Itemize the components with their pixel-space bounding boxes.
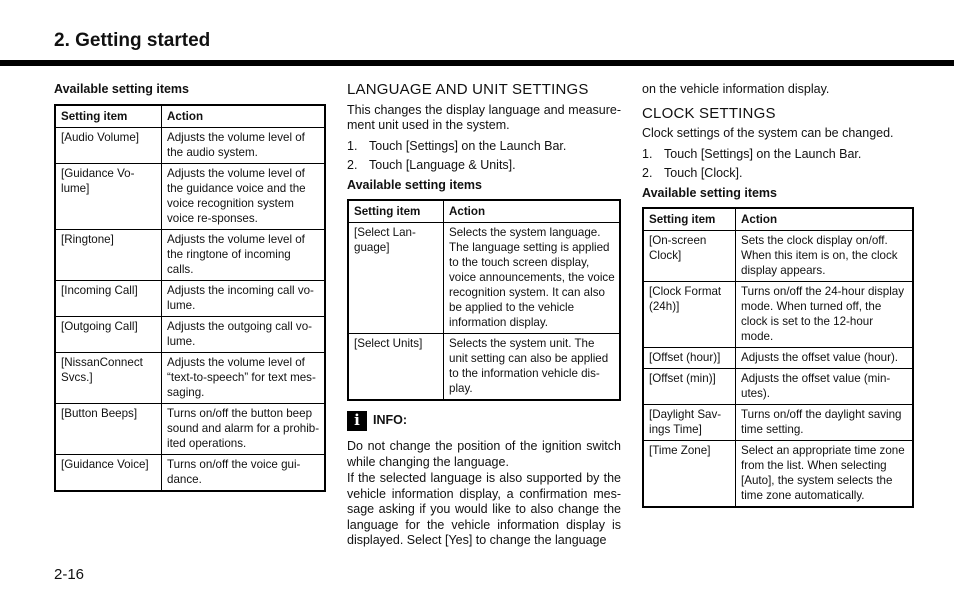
table-row	[55, 352, 325, 403]
table-row	[643, 282, 913, 348]
clock-settings-table	[642, 207, 914, 508]
table-header-cell: Action	[736, 208, 914, 231]
setting-item-cell: [NissanConnect Svcs.]	[55, 352, 162, 403]
setting-item-cell: [Offset (hour)]	[643, 348, 736, 369]
step-number: 2.	[642, 166, 653, 180]
action-cell: Select an appropriate time zone from the list. When selecting [Auto], the system selects the time zone automatically.	[736, 441, 914, 508]
table-row	[55, 403, 325, 454]
header-rule	[0, 60, 954, 66]
table-row	[643, 231, 913, 282]
setting-item-cell: [Ringtone]	[55, 229, 162, 280]
subheading: Available setting items	[54, 82, 189, 96]
table-row	[348, 334, 620, 401]
table-header-row	[55, 105, 325, 128]
table-row	[55, 163, 325, 229]
setting-item-cell: [Daylight Sav-ings Time]	[643, 405, 736, 441]
action-cell: Adjusts the incoming call vo-lume.	[162, 280, 326, 316]
action-cell: Adjusts the outgoing call vo-lume.	[162, 316, 326, 352]
action-cell: Selects the system language. The language setting is applied to the touch screen display, voice announcements, the voice recognition system. It can also be applied to the vehicle information display.	[444, 223, 621, 334]
table-row	[55, 316, 325, 352]
table-row	[643, 369, 913, 405]
step-text: Touch [Settings] on the Launch Bar.	[369, 138, 567, 153]
step-number: 2.	[347, 158, 358, 172]
action-cell: Adjusts the volume level of “text-to-speech” for text mes-saging.	[162, 352, 326, 403]
table-header-cell: Action	[444, 200, 621, 223]
action-cell: Adjusts the volume level of the audio system.	[162, 127, 326, 163]
setting-item-cell: [Time Zone]	[643, 441, 736, 508]
info-paragraph: Do not change the position of the ignition switch while changing the language.	[347, 439, 621, 469]
action-cell: Adjusts the volume level of the ringtone of incoming calls.	[162, 229, 326, 280]
section-heading: LANGUAGE AND UNIT SETTINGS	[347, 81, 589, 98]
subheading: Available setting items	[347, 177, 482, 192]
table-row	[55, 127, 325, 163]
table-header-cell: Setting item	[55, 105, 162, 128]
step-item	[347, 139, 621, 155]
table-row	[643, 441, 913, 508]
action-cell: Turns on/off the voice gui-dance.	[162, 454, 326, 491]
continuation-text: on the vehicle information display.	[642, 82, 830, 96]
step-item	[642, 166, 914, 182]
setting-item-cell: [Audio Volume]	[55, 127, 162, 163]
table-row	[55, 280, 325, 316]
table-row	[348, 223, 620, 334]
step-number: 1.	[642, 146, 653, 161]
setting-item-cell: [Clock Format (24h)]	[643, 282, 736, 348]
step-item	[642, 147, 914, 163]
action-cell: Adjusts the offset value (hour).	[736, 348, 914, 369]
language-settings-table	[347, 199, 621, 401]
step-item	[347, 158, 621, 174]
setting-item-cell: [Guidance Vo-lume]	[55, 163, 162, 229]
setting-item-cell: [Select Lan-guage]	[348, 223, 444, 334]
setting-item-cell: [Offset (min)]	[643, 369, 736, 405]
intro-paragraph: Clock settings of the system can be changed.	[642, 126, 894, 140]
table-row	[643, 348, 913, 369]
setting-item-cell: [Guidance Voice]	[55, 454, 162, 491]
page-number: 2-16	[54, 566, 85, 583]
action-cell: Sets the clock display on/off. When this item is on, the clock display appears.	[736, 231, 914, 282]
column-3	[642, 82, 914, 508]
action-cell: Adjusts the volume level of the guidance voice and the voice recognition system voice re-sponses.	[162, 163, 326, 229]
table-row	[643, 405, 913, 441]
info-header	[347, 411, 621, 431]
setting-item-cell: [Outgoing Call]	[55, 316, 162, 352]
table-header-cell: Setting item	[643, 208, 736, 231]
table-header-row	[348, 200, 620, 223]
chapter-title: 2. Getting started	[54, 30, 211, 51]
step-text: Touch [Language & Units].	[369, 158, 516, 172]
subheading: Available setting items	[642, 185, 777, 200]
action-cell: Turns on/off the 24-hour display mode. When turned off, the clock is set to the 12-hour mode.	[736, 282, 914, 348]
setting-item-cell: [On-screen Clock]	[643, 231, 736, 282]
table-row	[55, 229, 325, 280]
table-header-cell: Action	[162, 105, 326, 128]
intro-paragraph: This changes the display language and measure-ment unit used in the system.	[347, 102, 621, 132]
table-header-cell: Setting item	[348, 200, 444, 223]
step-number: 1.	[347, 138, 358, 153]
step-text: Touch [Clock].	[664, 166, 743, 180]
table-header-row	[643, 208, 913, 231]
info-icon: i	[347, 411, 367, 431]
info-paragraph: If the selected language is also supported by the vehicle information display, a confirmation mes-sage asking if you would like to also change the language for the vehicle information display is displayed. Select [Yes] to change the language	[347, 471, 621, 547]
setting-item-cell: [Select Units]	[348, 334, 444, 401]
setting-item-cell: [Button Beeps]	[55, 403, 162, 454]
column-2	[347, 82, 621, 554]
action-cell: Selects the system unit. The unit setting can also be applied to the information vehicle dis-play.	[444, 334, 621, 401]
column-1	[54, 82, 326, 492]
action-cell: Turns on/off the button beep sound and alarm for a prohib-ited operations.	[162, 403, 326, 454]
step-text: Touch [Settings] on the Launch Bar.	[664, 146, 862, 161]
table-row	[55, 454, 325, 491]
action-cell: Turns on/off the daylight saving time setting.	[736, 405, 914, 441]
section-heading: CLOCK SETTINGS	[642, 104, 776, 122]
action-cell: Adjusts the offset value (min-utes).	[736, 369, 914, 405]
audio-settings-table	[54, 104, 326, 492]
setting-item-cell: [Incoming Call]	[55, 280, 162, 316]
info-label: INFO:	[373, 413, 408, 428]
